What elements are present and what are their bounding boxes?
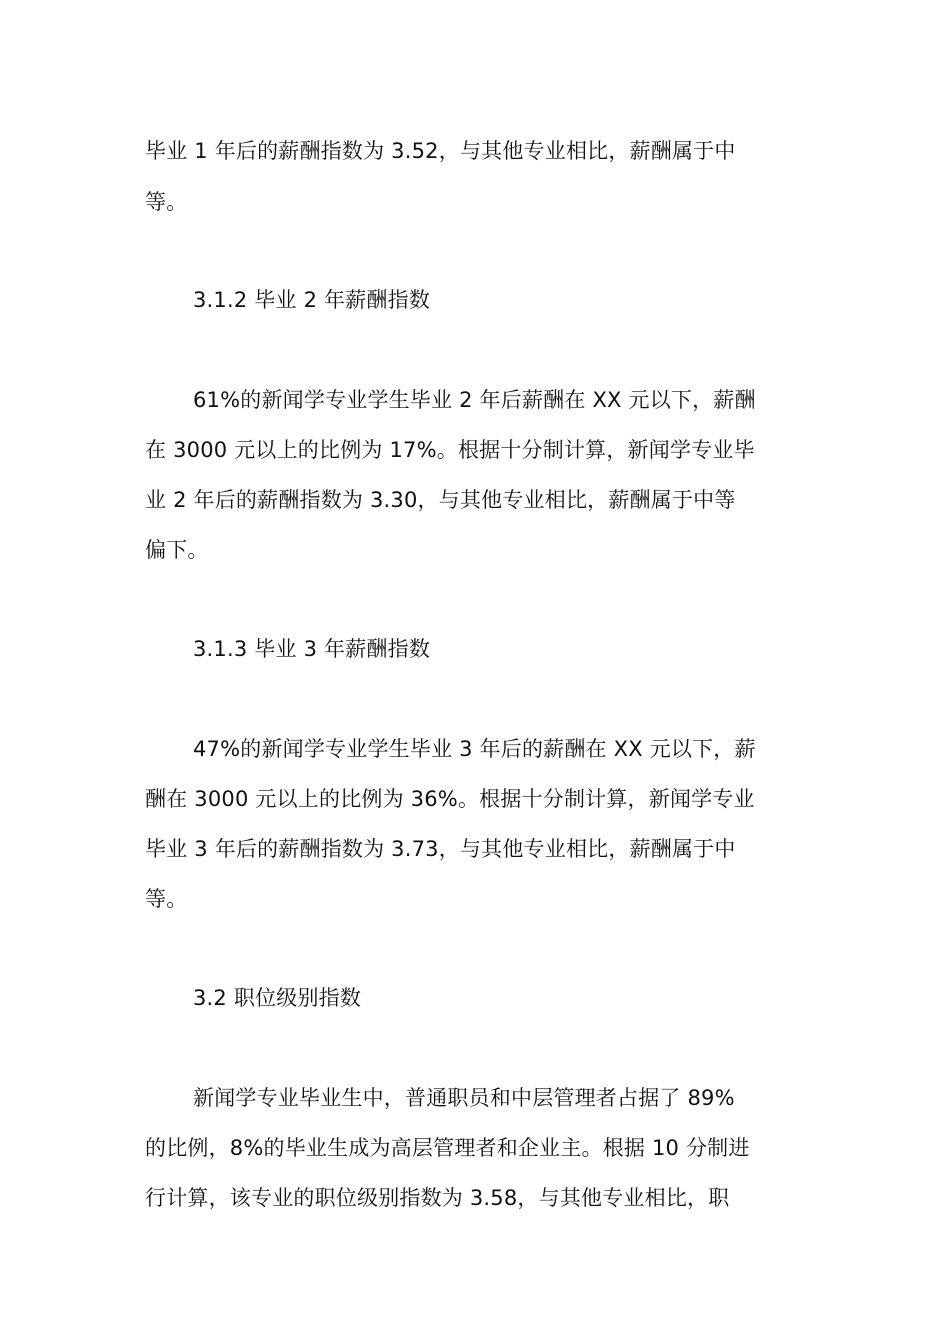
paragraph-line: 新闻学专业毕业生中，普通职员和中层管理者占据了 89% <box>193 1086 735 1110</box>
section-heading-3-2: 3.2 职位级别指数 <box>193 986 362 1010</box>
paragraph-line: 偏下。 <box>145 538 209 562</box>
paragraph-line: 等。 <box>145 887 188 911</box>
paragraph-line: 47%的新闻学专业学生毕业 3 年后的薪酬在 XX 元以下，薪 <box>193 737 756 761</box>
paragraph-line: 的比例，8%的毕业生成为高层管理者和企业主。根据 10 分制进 <box>145 1136 750 1160</box>
section-heading-3-1-2: 3.1.2 毕业 2 年薪酬指数 <box>193 288 431 312</box>
section-heading-3-1-3: 3.1.3 毕业 3 年薪酬指数 <box>193 637 431 661</box>
paragraph-line: 毕业 1 年后的薪酬指数为 3.52，与其他专业相比，薪酬属于中 <box>145 139 736 163</box>
paragraph-line: 在 3000 元以上的比例为 17%。根据十分制计算，新闻学专业毕 <box>145 438 755 462</box>
paragraph-line: 行计算，该专业的职位级别指数为 3.58，与其他专业相比，职 <box>145 1186 730 1210</box>
paragraph-line: 等。 <box>145 190 188 214</box>
paragraph-line: 61%的新闻学专业学生毕业 2 年后薪酬在 XX 元以下，薪酬 <box>193 388 756 412</box>
paragraph-line: 业 2 年后的薪酬指数为 3.30，与其他专业相比，薪酬属于中等 <box>145 488 736 512</box>
paragraph-line: 毕业 3 年后的薪酬指数为 3.73，与其他专业相比，薪酬属于中 <box>145 837 736 861</box>
paragraph-line: 酬在 3000 元以上的比例为 36%。根据十分制计算，新闻学专业 <box>145 787 755 811</box>
